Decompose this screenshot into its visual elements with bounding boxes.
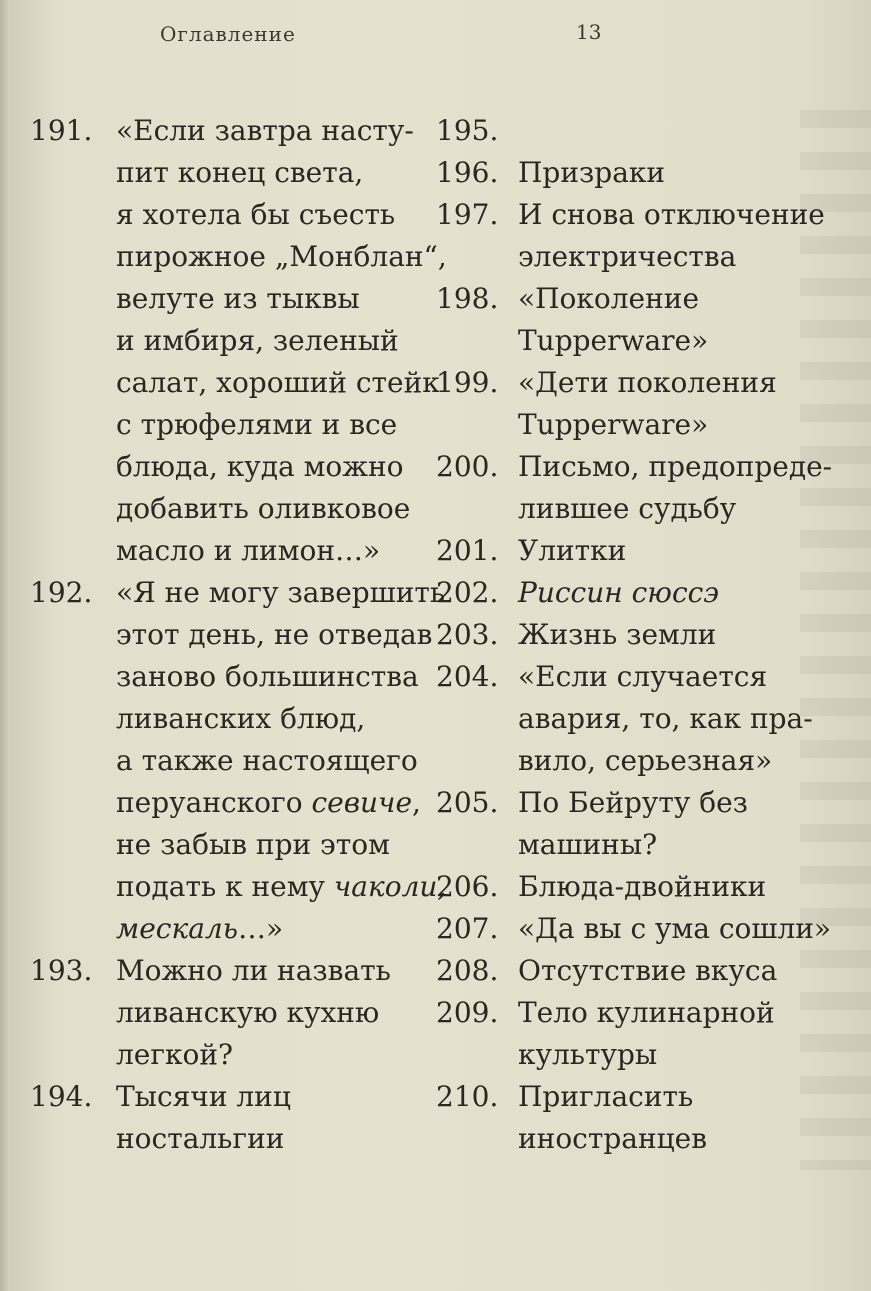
toc-entry <box>436 908 836 950</box>
toc-entry <box>436 950 836 992</box>
toc-entry <box>30 110 447 572</box>
text-segment: салат, хороший стейк <box>116 366 440 399</box>
toc-entry-number: 202. <box>436 576 499 609</box>
text-segment: добавить оливковое <box>116 492 411 525</box>
toc-entry-line <box>518 824 836 866</box>
toc-entry-line <box>116 152 447 194</box>
toc-entry-line <box>518 362 836 404</box>
toc-entry-number: 209. <box>436 996 499 1029</box>
text-segment: с трюфелями и все <box>116 408 398 441</box>
text-segment: иностранцев <box>518 1122 707 1155</box>
toc-entry-title <box>518 866 836 908</box>
text-segment: Блюда-двойники <box>518 870 767 903</box>
toc-entry-number: 195. <box>436 114 499 147</box>
text-segment: Tupperware» <box>518 324 709 357</box>
toc-entry-line <box>518 1076 836 1118</box>
toc-entry-title <box>116 110 447 572</box>
text-segment: ливанскую кухню <box>116 996 380 1029</box>
toc-entry-title <box>518 950 836 992</box>
toc-entry-line <box>518 782 836 824</box>
page-number: 13 <box>576 20 602 44</box>
toc-entry-line <box>116 824 446 866</box>
toc-entry-line <box>518 194 836 236</box>
text-segment: пирожное „Монблан“, <box>116 240 447 273</box>
text-segment: Tupperware» <box>518 408 709 441</box>
text-segment: Призраки <box>518 156 666 189</box>
text-segment: «Дети поколения <box>518 366 777 399</box>
toc-entry-line <box>518 1034 836 1076</box>
toc-entry <box>436 194 836 278</box>
toc-entry-title <box>518 992 836 1076</box>
toc-entry-title <box>518 1076 836 1160</box>
toc-entry-line <box>116 908 446 950</box>
toc-entry-line <box>116 488 447 530</box>
toc-entry <box>436 866 836 908</box>
toc-entry-title <box>518 614 836 656</box>
toc-entry-line <box>518 152 836 194</box>
toc-entry-line <box>518 110 836 152</box>
italic-text: мескаль <box>116 912 238 945</box>
text-segment: подать к нему <box>116 870 334 903</box>
toc-entry <box>436 530 836 572</box>
text-segment: Тысячи лиц <box>116 1080 291 1113</box>
toc-entry-line <box>116 110 447 152</box>
text-segment: , <box>412 786 421 819</box>
toc-entry-line <box>518 656 836 698</box>
toc-entry-title <box>116 572 446 950</box>
toc-entry-number: 205. <box>436 786 499 819</box>
text-segment: легкой? <box>116 1038 234 1071</box>
toc-entry-line <box>116 782 446 824</box>
toc-entry-line <box>116 572 446 614</box>
toc-entry-line <box>518 950 836 992</box>
text-segment: «Если случается <box>518 660 768 693</box>
toc-entry-line <box>518 320 836 362</box>
toc-entry-title <box>518 530 836 572</box>
toc-entry-title <box>116 950 430 1076</box>
running-head: Оглавление <box>160 22 296 46</box>
toc-entry-line <box>518 236 836 278</box>
toc-entry-number: 204. <box>436 660 499 693</box>
text-segment: не забыв при этом <box>116 828 390 861</box>
toc-entry <box>436 572 836 614</box>
text-segment: Можно ли назвать <box>116 954 391 987</box>
toc-entry-line <box>116 740 446 782</box>
text-segment: «Я не могу завершить <box>116 576 446 609</box>
toc-entry <box>436 782 836 866</box>
toc-entry-line <box>518 404 836 446</box>
toc-entry-line <box>518 614 836 656</box>
text-segment: масло и лимон…» <box>116 534 381 567</box>
toc-entry <box>436 446 836 530</box>
text-segment: Жизнь земли <box>518 618 717 651</box>
toc-entry-line <box>518 278 836 320</box>
toc-entry-line <box>116 1034 430 1076</box>
toc-entry-number: 208. <box>436 954 499 987</box>
toc-entry-line <box>116 950 430 992</box>
toc-entry-line <box>116 614 446 656</box>
toc-entry-line <box>518 698 836 740</box>
toc-entry-number: 197. <box>436 198 499 231</box>
toc-entry-line <box>116 866 446 908</box>
text-segment: лившее судьбу <box>518 492 737 525</box>
toc-entry-number: 203. <box>436 618 499 651</box>
text-segment: Отсутствие вкуса <box>518 954 778 987</box>
toc-entry-line <box>116 236 447 278</box>
text-segment: этот день, не отведав <box>116 618 433 651</box>
text-segment: машины? <box>518 828 658 861</box>
text-segment: пит конец света, <box>116 156 364 189</box>
toc-entry-line <box>518 446 836 488</box>
toc-entry-line <box>518 572 836 614</box>
page-edge-shadow <box>0 0 10 1291</box>
toc-entry-line <box>116 1076 430 1118</box>
text-segment: «Если завтра насту- <box>116 114 414 147</box>
toc-entry-line <box>116 698 446 740</box>
toc-entry-number: 207. <box>436 912 499 945</box>
toc-entry <box>436 110 836 152</box>
italic-text: севиче <box>311 786 413 819</box>
toc-entry-line <box>116 404 447 446</box>
toc-entry-line <box>518 908 836 950</box>
toc-entry-number: 210. <box>436 1080 499 1113</box>
text-segment: Улитки <box>518 534 627 567</box>
toc-entry-title <box>518 656 836 782</box>
text-segment: Письмо, предопреде- <box>518 450 833 483</box>
text-segment: И снова отключение <box>518 198 825 231</box>
text-segment: Тело кулинарной <box>518 996 775 1029</box>
toc-entry <box>436 992 836 1076</box>
toc-entry-number: 193. <box>30 954 93 987</box>
italic-text: чаколи, <box>333 870 447 903</box>
toc-entry-line <box>518 866 836 908</box>
toc-entry-number: 196. <box>436 156 499 189</box>
toc-entry <box>30 1076 430 1160</box>
toc-entry-title <box>518 908 836 950</box>
toc-entry-title <box>518 572 836 614</box>
toc-entry <box>436 362 836 446</box>
toc-entry <box>436 1076 836 1160</box>
toc-entry <box>436 656 836 782</box>
text-segment: ностальгии <box>116 1122 285 1155</box>
toc-entry-title <box>518 194 836 278</box>
toc-entry-number: 201. <box>436 534 499 567</box>
toc-entry-title <box>518 278 836 362</box>
toc-entry-title <box>518 362 836 446</box>
toc-entry <box>436 614 836 656</box>
text-segment: ливанских блюд, <box>116 702 366 735</box>
text-segment: блюда, куда можно <box>116 450 404 483</box>
toc-entry-line <box>116 446 447 488</box>
toc-entry-line <box>116 362 447 404</box>
toc-entry-line <box>518 740 836 782</box>
text-segment: и имбиря, зеленый <box>116 324 399 357</box>
text-segment: электричества <box>518 240 737 273</box>
toc-entry <box>30 950 430 1076</box>
toc-entry-line <box>116 656 446 698</box>
toc-entry-line <box>518 1118 836 1160</box>
toc-entry-line <box>116 992 430 1034</box>
toc-entry-title <box>116 1076 430 1160</box>
text-segment: «Да вы с ума сошли» <box>518 912 832 945</box>
toc-entry-title <box>518 152 836 194</box>
toc-entry-line <box>518 992 836 1034</box>
toc-entry-line <box>116 530 447 572</box>
toc-entry-line <box>518 530 836 572</box>
toc-entry-line <box>116 320 447 362</box>
toc-entry-number: 199. <box>436 366 499 399</box>
toc-entry-line <box>518 488 836 530</box>
toc-entry-line <box>116 194 447 236</box>
text-segment: авария, то, как пра- <box>518 702 813 735</box>
toc-entry-title <box>518 446 836 530</box>
toc-entry-number: 191. <box>30 114 93 147</box>
text-segment: культуры <box>518 1038 658 1071</box>
text-segment: По Бейруту без <box>518 786 748 819</box>
toc-entry-line <box>116 1118 430 1160</box>
toc-entry-title <box>518 782 836 866</box>
toc-entry <box>436 278 836 362</box>
text-segment: велуте из тыквы <box>116 282 360 315</box>
toc-entry-number: 200. <box>436 450 499 483</box>
toc-entry-number: 206. <box>436 870 499 903</box>
toc-entry-number: 192. <box>30 576 93 609</box>
toc-entry-number: 198. <box>436 282 499 315</box>
toc-entry <box>436 152 836 194</box>
text-segment: «Поколение <box>518 282 700 315</box>
text-segment: Пригласить <box>518 1080 694 1113</box>
text-segment: заново большинства <box>116 660 419 693</box>
text-segment: перуанского <box>116 786 312 819</box>
toc-column-left <box>30 110 447 1160</box>
toc-column-right <box>436 110 836 1160</box>
toc-entry <box>30 572 447 950</box>
italic-text: Риссин сюссэ <box>518 576 719 609</box>
toc-entry-line <box>116 278 447 320</box>
toc-entry-title <box>518 110 836 152</box>
text-segment: …» <box>237 912 284 945</box>
text-segment: я хотела бы съесть <box>116 198 396 231</box>
text-segment: вило, серьезная» <box>518 744 773 777</box>
toc-entry-number: 194. <box>30 1080 93 1113</box>
text-segment: а также настоящего <box>116 744 418 777</box>
